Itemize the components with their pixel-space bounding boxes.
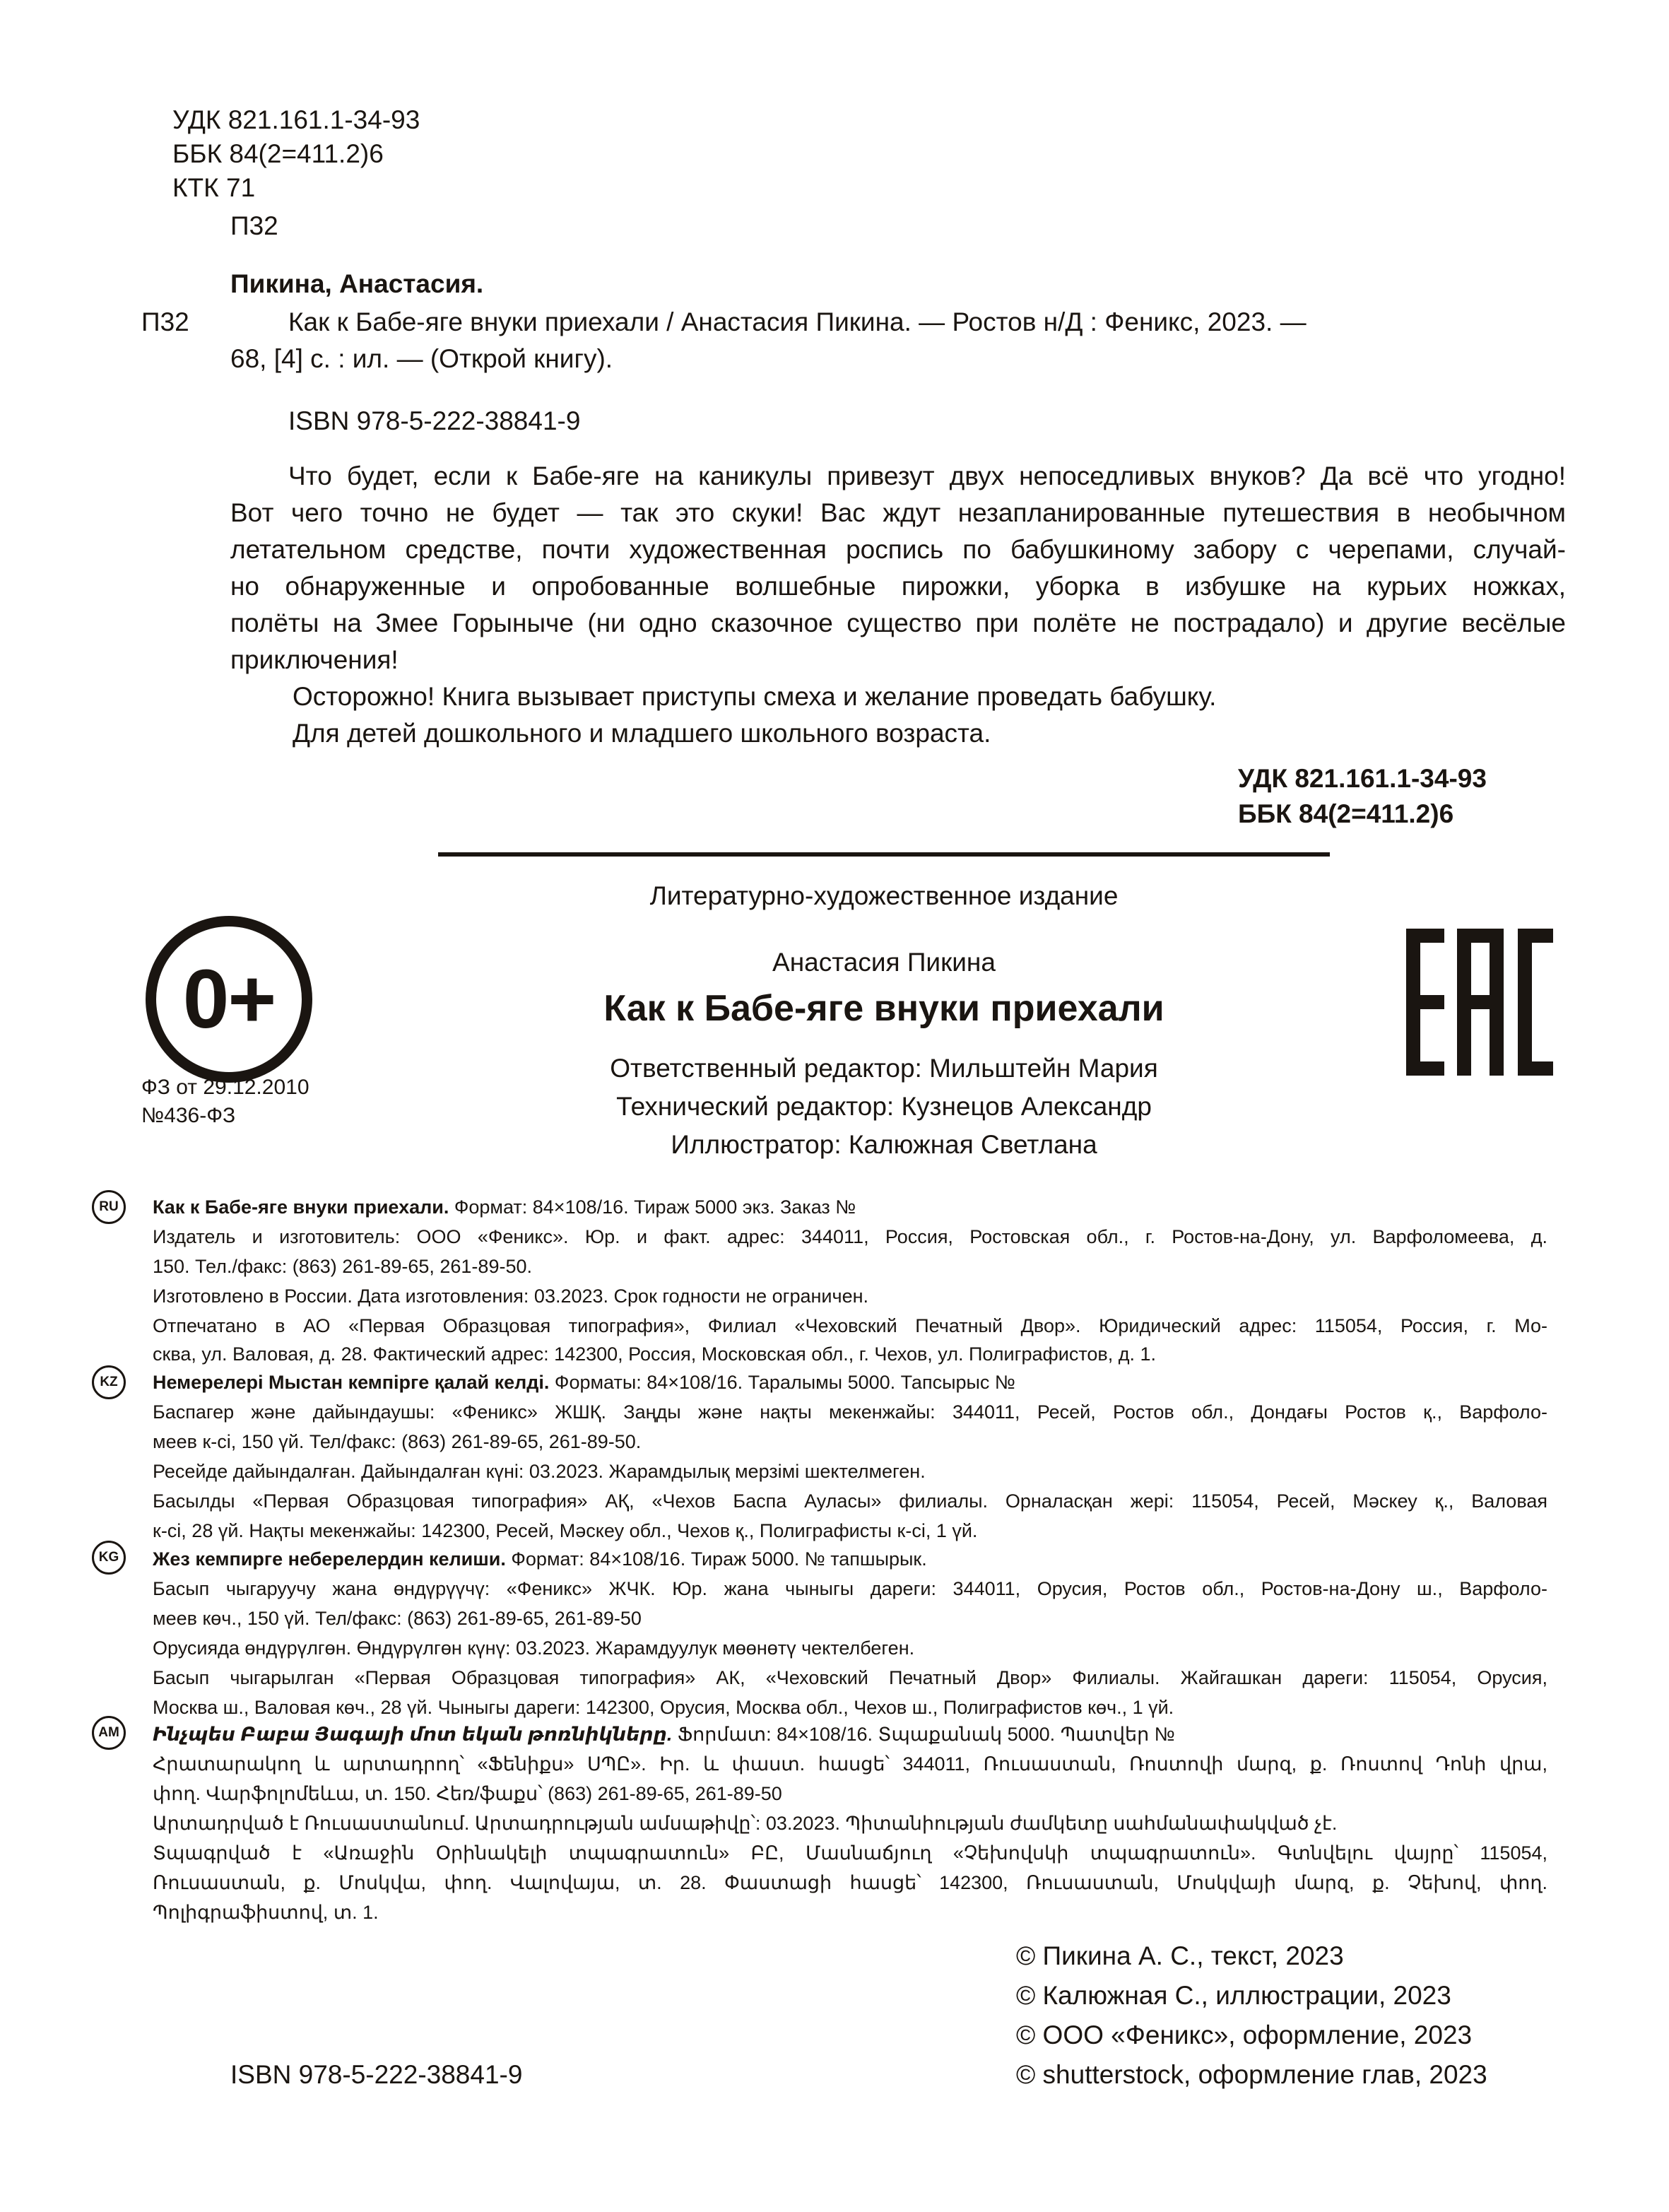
imprint-line: сква, ул. Валовая, д. 28. Фактический адрес: 142300, Россия, Московская обл., г. Чехов, ул. Полиграфистов, д. 1. (153, 1343, 1157, 1365)
annotation-line: летательном средстве, почти художественная роспись по бабушкиному забору с черепами, случай- (230, 535, 1566, 564)
imprint-line: Баспагер және дайындаушы: «Феникс» ЖШҚ. Заңды және нақты мекенжайы: 344011, Ресей, Ростов обл., Дондағы Ростов қ., Варфоло- (153, 1401, 1547, 1423)
imprint-line: փող. Վարֆոլոմեևա, տ. 150. Հեռ/ֆաքս՝ (863) 261-89-65, 261-89-50 (153, 1783, 782, 1804)
bbk-code: ББК 84(2=411.2)6 (172, 139, 384, 168)
udk-code: УДК 821.161.1-34-93 (172, 105, 420, 134)
language-badge: KZ (92, 1365, 126, 1399)
imprint-format: Форматы: 84×108/16. Таралымы 5000. Тапсырыс № (549, 1372, 1015, 1393)
annotation-audience: Для детей дошкольного и младшего школьного возраста. (293, 719, 991, 748)
imprint-line: Басылды «Первая Образцовая типография» АҚ, «Чехов Баспа Ауласы» филиалы. Орналасқан жері: 115054, Ресей, Мәскеу қ., Валовая (153, 1490, 1547, 1512)
copyright-line: © shutterstock, оформление глав, 2023 (1016, 2060, 1487, 2089)
imprint-line: Արտադրված է Ռուսաստանում. Արտադրության ամսաթիվը՝: 03.2023. Պիտանիության ժամկետը սահմանափակված չէ. (153, 1813, 1338, 1834)
annotation-line: полёты на Змее Горыныче (ни одно сказочное существо при полёте не пострадало) и другие весёлые (230, 608, 1566, 637)
imprint-format: Формат: 84×108/16. Тираж 5000. № тапшырык. (505, 1548, 927, 1570)
imprint-line: Ռուսաստան, ք. Մոսկվա, փող. Վալովայա, տ. 28. Փաստացի հասցե՝ 142300, Ռուսաստան, Մոսկվայի մարզ, ք. Չեխով, փող. (153, 1872, 1547, 1893)
record-margin-code: П32 (141, 307, 189, 336)
record-entry-line: Как к Бабе-яге внуки приехали / Анастасия Пикина. — Ростов н/Д : Феникс, 2023. — (288, 307, 1307, 336)
record-author: Пикина, Анастасия. (230, 269, 484, 298)
annotation-warning: Осторожно! Книга вызывает приступы смеха и желание проведать бабушку. (293, 682, 1217, 711)
ktk-code: КТК 71 (172, 173, 256, 202)
author-mark: П32 (230, 211, 278, 240)
imprint-line: Պոլիգրաֆիստով, տ. 1. (153, 1902, 379, 1923)
imprint-line: Москва ш., Валовая көч., 28 үй. Чыныгы дареги: 142300, Орусия, Москва обл., Чехов ш., Полиграфистов көч., 1 үй. (153, 1697, 1174, 1718)
imprint-line: меев к-сі, 150 үй. Тел/факс: (863) 261-89-65, 261-89-50. (153, 1431, 642, 1452)
annotation-line: Что будет, если к Бабе-яге на каникулы привезут двух непоседливых внуков? Да всё что угодно! (288, 461, 1566, 490)
imprint-line: к-сі, 28 үй. Нақты мекенжайы: 142300, Ресей, Мәскеу обл., Чехов қ., Полиграфисты к-сі, 1 үй. (153, 1520, 978, 1541)
edition-type: Литературно-художественное издание (649, 881, 1119, 910)
editor-credit: Ответственный редактор: Мильштейн Мария (610, 1054, 1158, 1083)
imprint-format: Ֆորմատ: 84×108/16. Տպաքանակ 5000. Պատվեր № (672, 1724, 1175, 1745)
annotation-line: но обнаруженные и опробованные волшебные пирожки, уборка в избушке на курьих ножках, (230, 572, 1566, 601)
age-law-line: ФЗ от 29.12.2010 (141, 1076, 309, 1099)
language-badge: RU (92, 1190, 126, 1224)
edition-title: Как к Бабе-яге внуки приехали (603, 988, 1164, 1029)
tech-editor-credit: Технический редактор: Кузнецов Александр (616, 1092, 1152, 1121)
record-isbn: ISBN 978-5-222-38841-9 (288, 406, 581, 435)
imprint-line: Басып чыгарылган «Первая Образцовая типография» АК, «Чеховский Печатный Двор» Филиалы. Жайгашкан дареги: 115054, Орусия, (153, 1667, 1547, 1688)
imprint-line: Հրատարակող և արտադրող՝ «Ֆենիքս» ՍՊԸ». Իր. և փաստ. հասցե՝ 344011, Ռուսաստան, Ռոստովի մարզ, ք. Ռոստով Դոնի վրա, (153, 1753, 1547, 1775)
imprint-line: Басып чыгаруучу жана өндүрүүчү: «Феникс» ЖЧК. Юр. жана чыныгы дареги: 344011, Орусия, Ростов обл., Ростов-на-Дону ш., Варфоло- (153, 1578, 1547, 1599)
record-entry-line: 68, [4] с. : ил. — (Открой книгу). (230, 344, 613, 373)
edition-author: Анастасия Пикина (772, 948, 996, 977)
annotation-line: приключения! (230, 645, 399, 674)
imprint-line: Տպագրված է «Առաջին Օրինակելի տպագրատուն» ԲԸ, Մասնաճյուղ «Չեխովսկի տպագրատուն». Գտնվելու վայրը՝ 115054, (153, 1842, 1547, 1864)
imprint-title: Немерелері Мыстан кемпірге қалай келді. (153, 1372, 550, 1393)
imprint-format: Формат: 84×108/16. Тираж 5000 экз. Заказ № (449, 1196, 856, 1218)
age-rating-mark: 0+ (146, 916, 312, 1083)
imprint-line: 150. Тел./факс: (863) 261-89-65, 261-89-50. (153, 1256, 532, 1277)
divider (438, 852, 1330, 857)
imprint-title-line (153, 1193, 856, 1221)
bbk-code-right: ББК 84(2=411.2)6 (1238, 799, 1454, 828)
imprint-title: Ինչպես Բաբա Յագայի մոտ եկան թոռնիկները. (153, 1724, 673, 1745)
imprint-title-line (153, 1720, 1175, 1748)
illustrator-credit: Иллюстратор: Калюжная Светлана (671, 1130, 1097, 1159)
language-badge: KG (92, 1541, 126, 1575)
imprint-title-line (153, 1368, 1015, 1396)
imprint-line: Ресейде дайындалған. Дайындалған күні: 03.2023. Жарамдылық мерзімі шектелмеген. (153, 1461, 926, 1482)
imprint-line: Орусияда өндүрүлгөн. Өндүрүлгөн күнү: 03.2023. Жарамдуулук мөөнөтү чектелбеген. (153, 1637, 915, 1659)
copyright-line: © ООО «Феникс», оформление, 2023 (1016, 2020, 1473, 2049)
imprint-title: Жез кемпирге неберелердин келиши. (153, 1548, 506, 1570)
imprint-title: Как к Бабе-яге внуки приехали. (153, 1196, 449, 1218)
age-law-line: №436-ФЗ (141, 1104, 236, 1127)
copyright-line: © Пикина А. С., текст, 2023 (1016, 1941, 1344, 1970)
imprint-title-line (153, 1545, 927, 1573)
imprint-line: Отпечатано в АО «Первая Образцовая типография», Филиал «Чеховский Печатный Двор». Юридический адрес: 115054, Россия, г. Мо- (153, 1315, 1547, 1336)
imprint-line: Изготовлено в России. Дата изготовления: 03.2023. Срок годности не ограничен. (153, 1286, 869, 1307)
eac-mark-icon (1406, 929, 1553, 1076)
footer-isbn: ISBN 978-5-222-38841-9 (230, 2060, 523, 2089)
annotation-line: Вот чего точно не будет — так это скуки! Вас ждут незапланированные путешествия в необычном (230, 498, 1566, 527)
copyright-line: © Калюжная С., иллюстрации, 2023 (1016, 1981, 1451, 2010)
udk-code-right: УДК 821.161.1-34-93 (1238, 764, 1487, 793)
imprint-line: Издатель и изготовитель: ООО «Феникс». Юр. и факт. адрес: 344011, Россия, Ростовская обл., г. Ростов-на-Дону, ул. Варфоломеева, д. (153, 1226, 1547, 1247)
language-badge: AM (92, 1716, 126, 1750)
imprint-line: меев көч., 150 үй. Тел/факс: (863) 261-89-65, 261-89-50 (153, 1608, 642, 1629)
